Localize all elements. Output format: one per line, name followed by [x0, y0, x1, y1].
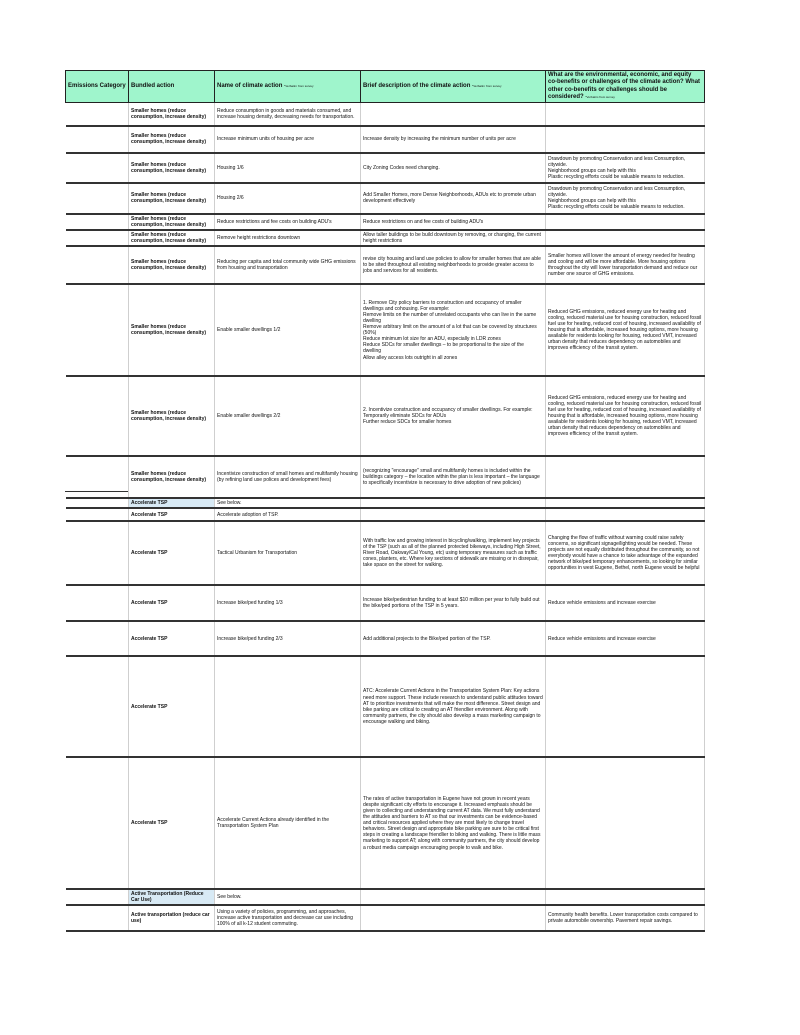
- header-emissions-category: Emissions Category: [66, 71, 129, 103]
- bundled-action-cell: Accelerate TSP: [129, 498, 215, 508]
- co-benefits-cell: Changing the flow of traffic without warning could raise safety concerns, so significant signage/lighting would be needed. These projects are not equally distributed throughout the community, so not everybody would have a chance to take advantage of the expanded network of bike/ped temporary enhancements, so looking for similar opportunities in west Eugene, Bethel, north Eugene would be helpful: [546, 521, 705, 585]
- category-cell: [66, 585, 129, 621]
- header-climate-action-description: Brief description of the climate action *Verbatim from survey: [361, 71, 546, 103]
- co-benefits-cell: [546, 214, 705, 230]
- category-cell: [66, 905, 129, 931]
- category-cell: [66, 621, 129, 656]
- climate-action-name-cell: Reducing per capita and total community wide GHG emissions from housing and transportation: [215, 246, 361, 284]
- category-cell: [66, 508, 129, 521]
- climate-action-description-cell: Increase bike/pedestrian funding to at least $10 million per year to fully build out the bike/ped portions of the TSP in 5 years.: [361, 585, 546, 621]
- table-row: [66, 284, 705, 376]
- header-note: *Verbatim from survey: [585, 94, 615, 99]
- bundled-action-cell: Smaller homes (reduce consumption, increase density): [129, 183, 215, 214]
- climate-action-name-cell: Accelerate adoption of TSP.: [215, 508, 361, 521]
- table-row: [66, 521, 705, 585]
- climate-action-description-cell: [361, 498, 546, 508]
- climate-action-name-cell: [215, 656, 361, 757]
- climate-action-description-cell: The rates of active transportation in Eugene have not grown in recent years despite significant city efforts to encourage it. Increased emphasis should be given to collecting and understanding current AT data. We must fully understand the attitudes and barriers to AT so that our investments can be evidence-based and critical resources applied where they are most likely to change travel behaviors. Street design and appropriate bike parking are sure to be critical first steps in creating a landscape friendlier to biking and walking. There is little mass marketing to support AT; along with community partners, the city should develop a robust media campaign encouraging people to walk and bike.: [361, 757, 546, 889]
- climate-action-description-cell: ATC: Accelerate Current Actions in the Transportation System Plan: Key actions need more support. These include research to understand public attitudes toward AT to prioritize investments that will make the most difference. Street design and bike parking are critical to creating an AT friendlier environment. Along with community partners, the city should also develop a mass marketing campaign to encourage walking and biking.: [361, 656, 546, 757]
- category-cell: [66, 757, 129, 889]
- climate-action-name-cell: Reduce consumption in goods and materials consumed, and increase housing density, decreasing needs for transportation.: [215, 103, 361, 126]
- bundled-action-cell: Smaller homes (reduce consumption, increase density): [129, 230, 215, 246]
- co-benefits-cell: [546, 656, 705, 757]
- co-benefits-cell: Drawdown by promoting Conservation and less Consumption, citywide. Neighborhood groups can help with this Plastic recycling efforts could be valuable means to reduction.: [546, 183, 705, 214]
- bundled-action-cell: Smaller homes (reduce consumption, increase density): [129, 103, 215, 126]
- header-note: *Verbatim from survey: [472, 83, 502, 88]
- bundled-action-cell: Smaller homes (reduce consumption, increase density): [129, 456, 215, 498]
- table-row: [66, 757, 705, 889]
- bundled-action-cell: Accelerate TSP: [129, 585, 215, 621]
- bundled-action-cell: Active Transportation (Reduce Car Use): [129, 889, 215, 905]
- category-cell: [66, 498, 129, 508]
- co-benefits-cell: Reduce vehicle emissions and increase exercise: [546, 585, 705, 621]
- table-row: [66, 456, 705, 498]
- climate-action-name-cell: See below.: [215, 498, 361, 508]
- category-cell: [66, 889, 129, 905]
- table-row: [66, 889, 705, 905]
- bundled-action-cell: Smaller homes (reduce consumption, increase density): [129, 284, 215, 376]
- bundled-action-cell: Active transportation (reduce car use): [129, 905, 215, 931]
- climate-action-name-cell: Incentivize construction of small homes and multifamily housing (by refining land use polices and development fees): [215, 456, 361, 498]
- co-benefits-cell: Community health benefits. Lower transportation costs compared to private automobile ownership. Pavement repair savings.: [546, 905, 705, 931]
- table-row: [66, 585, 705, 621]
- category-cell: [66, 456, 129, 498]
- table-row: [66, 656, 705, 757]
- climate-action-name-cell: Remove height restrictions downtown: [215, 230, 361, 246]
- climate-action-description-cell: With traffic low and growing interest in bicycling/walking, implement key projects of the TSP (such as all of the planned protected bikeways, including High Street, River Road, Oakway/Cal Young, etc) using temporary measures such as traffic cones, planters, etc. Where key sections of sidewalk are missing or in disrepair, take space on the street for walking.: [361, 521, 546, 585]
- table-row: [66, 508, 705, 521]
- co-benefits-cell: [546, 126, 705, 153]
- table-row: [66, 498, 705, 508]
- bundled-action-cell: Smaller homes (reduce consumption, increase density): [129, 153, 215, 183]
- co-benefits-cell: Reduced GHG emissions, reduced energy use for heating and cooling, reduced material use for housing construction, reduced fossil fuel use for heating, reduced cost of housing, increased availability of housing that is affordable, increased housing options, more housing available for residents looking for housing, reduced VMT, increased urban density that reduces dependency on automobiles and improves efficiency of the transit system.: [546, 376, 705, 456]
- co-benefits-cell: Smaller homes will lower the amount of energy needed for heating and cooling and will be more affordable. More housing options throughout the city will lower transportation demand and reduce our number one source of GHG emissions.: [546, 246, 705, 284]
- climate-action-description-cell: Allow taller buildings to be build downtown by removing, or changing, the current height restrictions: [361, 230, 546, 246]
- climate-actions-table: [65, 70, 705, 932]
- table-row: [66, 153, 705, 183]
- table-row: [66, 103, 705, 126]
- category-cell: [66, 214, 129, 230]
- climate-action-name-cell: Enable smaller dwellings 2/2: [215, 376, 361, 456]
- co-benefits-cell: [546, 508, 705, 521]
- bundled-action-cell: Accelerate TSP: [129, 621, 215, 656]
- climate-action-description-cell: (recognizing "encourage" small and multifamily homes is included within the buildings category – the location within the plan is less important – the language to specifically incentivize is necessary to drive adoption of new policies): [361, 456, 546, 498]
- header-climate-action-name: Name of climate action *Verbatim from survey: [215, 71, 361, 103]
- table-row: [66, 905, 705, 931]
- co-benefits-cell: Reduced GHG emissions, reduced energy use for heating and cooling, reduced material use for housing construction, reduced fossil fuel use for heating, reduced cost of housing, increased availability of housing that is affordable, increased housing options, more housing available for residents looking for housing, reduced VMT, increased urban density that reduces dependency on automobiles and improves efficiency of the transit system.: [546, 284, 705, 376]
- climate-action-name-cell: Housing 1/6: [215, 153, 361, 183]
- bundled-action-cell: Smaller homes (reduce consumption, increase density): [129, 126, 215, 153]
- table-row: [66, 183, 705, 214]
- table-row: [66, 246, 705, 284]
- category-cell: [66, 656, 129, 757]
- category-cell: [66, 103, 129, 126]
- climate-action-description-cell: 1. Remove City policy barriers to construction and occupancy of smaller dwellings and cohousing. For example: Remove limits on the number of unrelated occupants who can live in the same dwelling Remove arbitrary limit on the amount of a lot that can be covered by structures (50%) Reduce minimum lot size for an ADU, especially in LDR zones Reduce SDCs for smaller dwellings – to be proportional to the size of the dwelling Allow alley access lots outright in all zones: [361, 284, 546, 376]
- category-cell: [66, 153, 129, 183]
- co-benefits-cell: Reduce vehicle emissions and increase exercise: [546, 621, 705, 656]
- climate-action-name-cell: Increase bike/ped funding 2/3: [215, 621, 361, 656]
- climate-action-description-cell: [361, 889, 546, 905]
- category-cell: [66, 284, 129, 376]
- table-row: [66, 376, 705, 456]
- header-row: [66, 71, 705, 103]
- climate-action-name-cell: Tactical Urbanism for Transportation: [215, 521, 361, 585]
- climate-action-description-cell: Increase density by increasing the minimum number of units per acre: [361, 126, 546, 153]
- co-benefits-cell: [546, 757, 705, 889]
- co-benefits-cell: [546, 498, 705, 508]
- climate-action-description-cell: Add Smaller Homes, more Dense Neighborhoods, ADUs etc to promote urban development effectively: [361, 183, 546, 214]
- category-cell: [66, 126, 129, 153]
- co-benefits-cell: Drawdown by promoting Conservation and less Consumption, citywide. Neighborhood groups can help with this Plastic recycling efforts could be valuable means to reduction.: [546, 153, 705, 183]
- climate-action-name-cell: Increase bike/ped funding 1/3: [215, 585, 361, 621]
- bundled-action-cell: Smaller homes (reduce consumption, increase density): [129, 214, 215, 230]
- table-row: [66, 214, 705, 230]
- category-cell: [66, 376, 129, 456]
- table-row: [66, 126, 705, 153]
- climate-action-name-cell: See below.: [215, 889, 361, 905]
- climate-action-name-cell: Increase minimum units of housing per acre: [215, 126, 361, 153]
- climate-action-name-cell: Using a variety of policies, programming, and approaches, increase active transportation and decrease car use including 100% of all k-12 student commuting.: [215, 905, 361, 931]
- climate-action-description-cell: [361, 905, 546, 931]
- header-co-benefits: What are the environmental, economic, and equity co-benefits or challenges of the climate action? What other co-benefits or challenges should be considered? *Verbatim from survey: [546, 71, 705, 103]
- table-row: [66, 621, 705, 656]
- climate-action-description-cell: 2. Incentivize construction and occupancy of smaller dwellings. For example: Temporarily eliminate SDCs for ADUs Further reduce SDCs for smaller homes: [361, 376, 546, 456]
- co-benefits-cell: [546, 230, 705, 246]
- table-row: [66, 230, 705, 246]
- category-cell: [66, 230, 129, 246]
- climate-action-name-cell: Enable smaller dwellings 1/2: [215, 284, 361, 376]
- bundled-action-cell: Accelerate TSP: [129, 521, 215, 585]
- category-cell: [66, 521, 129, 585]
- climate-action-name-cell: Housing 2/6: [215, 183, 361, 214]
- climate-action-description-cell: City Zoning Codes need changing.: [361, 153, 546, 183]
- climate-action-description-cell: Add additional projects to the Bike/ped portion of the TSP.: [361, 621, 546, 656]
- climate-action-description-cell: [361, 508, 546, 521]
- co-benefits-cell: [546, 889, 705, 905]
- climate-action-name-cell: Accelerate Current Actions already identified in the Transportation System Plan: [215, 757, 361, 889]
- climate-action-description-cell: Reduce restrictions on and fee costs of building ADU's: [361, 214, 546, 230]
- header-bundled-action: Bundled action: [129, 71, 215, 103]
- category-cell: [66, 246, 129, 284]
- bundled-action-cell: Smaller homes (reduce consumption, increase density): [129, 246, 215, 284]
- co-benefits-cell: [546, 103, 705, 126]
- climate-action-name-cell: Reduce restrictions and fee costs on building ADU's: [215, 214, 361, 230]
- climate-action-description-cell: revise city housing and land use policies to allow for smaller homes that are able to be sited throughout all existing neighborhoods to provide greater access to jobs and services for all residents.: [361, 246, 546, 284]
- category-cell: [66, 183, 129, 214]
- bundled-action-cell: Smaller homes (reduce consumption, increase density): [129, 376, 215, 456]
- bundled-action-cell: Accelerate TSP: [129, 656, 215, 757]
- co-benefits-cell: [546, 456, 705, 498]
- bundled-action-cell: Accelerate TSP: [129, 508, 215, 521]
- climate-action-description-cell: [361, 103, 546, 126]
- bundled-action-cell: Accelerate TSP: [129, 757, 215, 889]
- header-note: *Verbatim from survey: [284, 83, 314, 88]
